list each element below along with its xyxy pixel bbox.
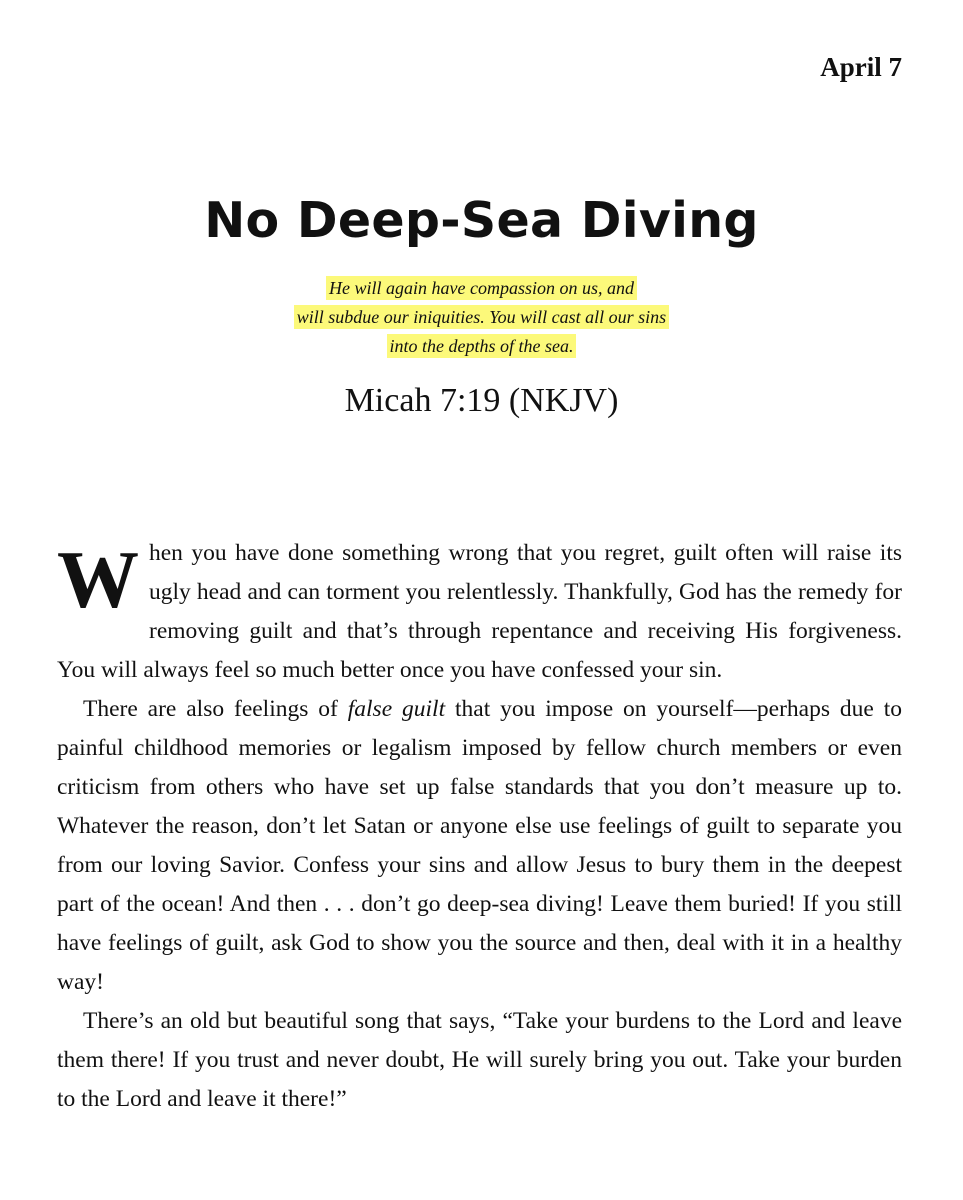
page-title: No Deep-Sea Diving: [204, 192, 759, 249]
drop-cap: W: [57, 534, 139, 625]
verse-line: [0, 274, 963, 303]
paragraph-2-text-start: There are also feelings of: [83, 696, 348, 722]
verse-line: [0, 332, 963, 361]
verse-highlight: will subdue our iniquities. You will cast all our sins: [294, 305, 669, 329]
page-date: April 7: [820, 52, 902, 82]
paragraph-1: [57, 534, 902, 690]
scripture-verse: [0, 274, 963, 361]
paragraph-1-text: hen you have done something wrong that you regret, guilt often will raise its ugly head and can torment you relentlessly. Thankfully, God has the remedy for removing guilt and that’s through repentance and receiving His forgiveness. You will always feel so much better once you have confessed your sin.: [57, 540, 902, 683]
emphasis-false-guilt: false guilt: [347, 696, 446, 722]
verse-line: [0, 303, 963, 332]
paragraph-2-text-end: that you impose on yourself—perhaps due to painful childhood memories or legalism imposed by fellow church members or even criticism from others who have set up false standards that you don’t measure up to. Whatever the reason, don’t let Satan or anyone else use feelings of guilt to separate you from our loving Savior. Confess your sins and allow Jesus to bury them in the deepest part of the ocean! And then . . . don’t go deep-sea diving! Leave them buried! If you still have feelings of guilt, ask God to show you the source and then, deal with it in a healthy way!: [57, 696, 902, 995]
verse-reference: Micah 7:19 (NKJV): [344, 382, 619, 419]
verse-highlight: into the depths of the sea.: [387, 334, 577, 358]
verse-highlight: He will again have compassion on us, and: [326, 276, 637, 300]
paragraph-3-text: There’s an old but beautiful song that says, “Take your burdens to the Lord and leave them there! If you trust and never doubt, He will surely bring you out. Take your burden to the Lord and leave it there!”: [57, 1008, 902, 1112]
devotional-body: [57, 534, 902, 1119]
paragraph-2: [57, 690, 902, 1002]
paragraph-3: [57, 1002, 902, 1119]
